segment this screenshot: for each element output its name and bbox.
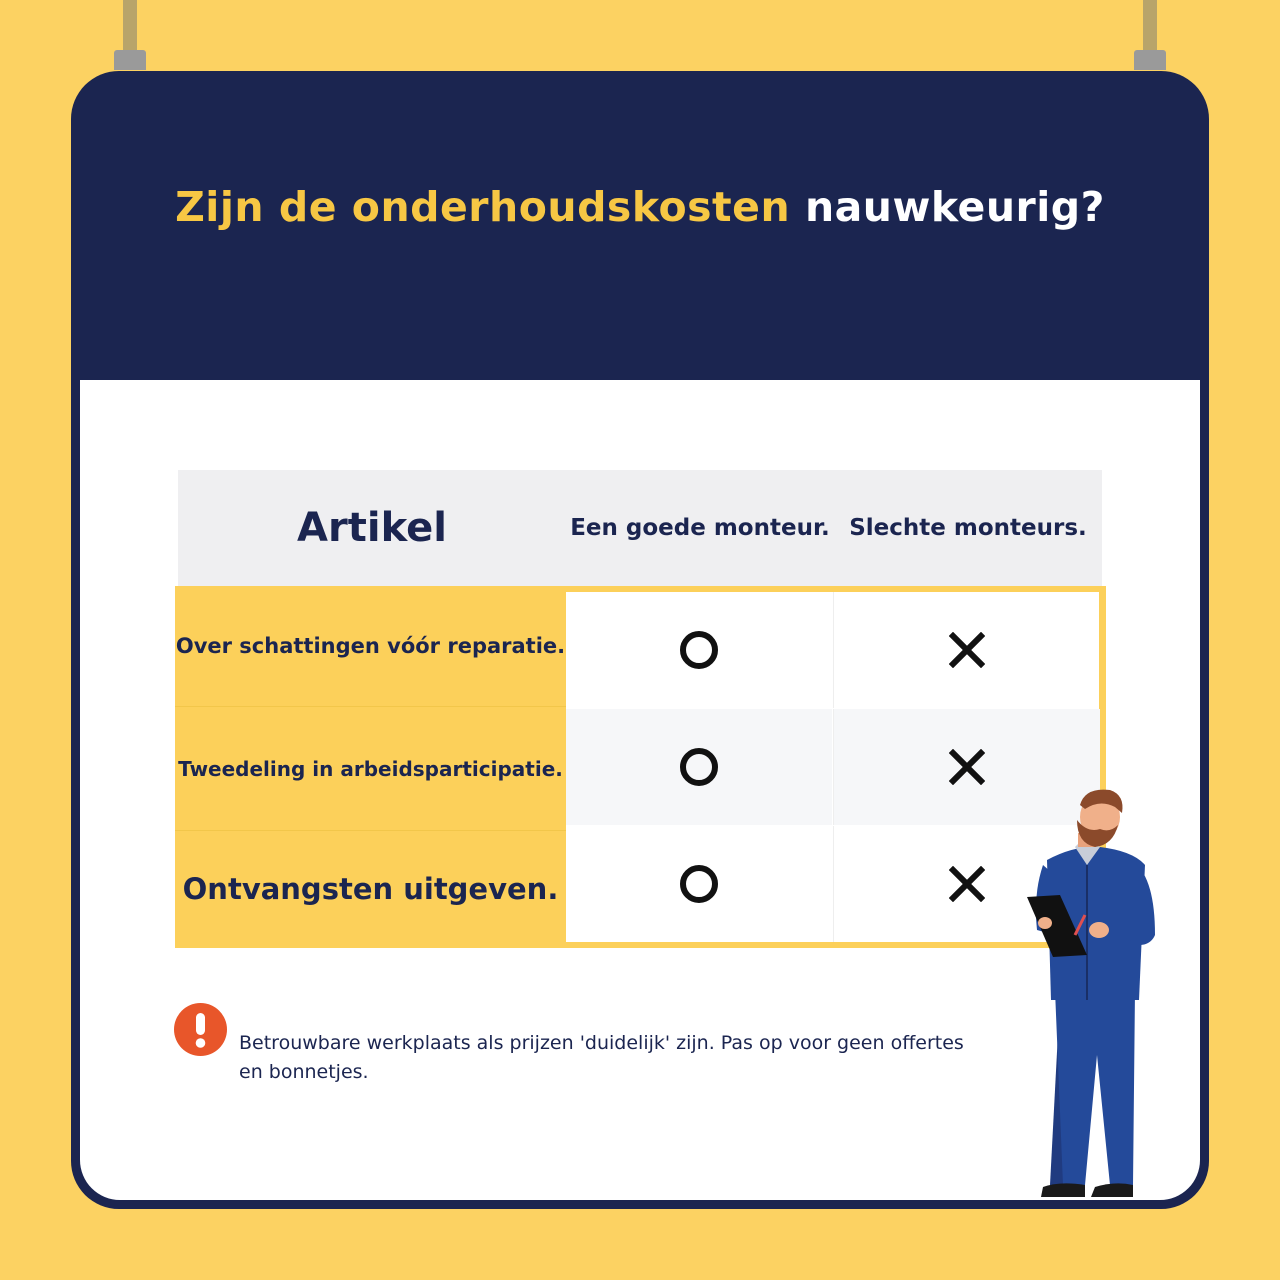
row-label: Over schattingen vóór reparatie. — [175, 634, 566, 658]
hanger-right — [1143, 0, 1157, 60]
circle-icon — [680, 865, 718, 903]
table-header — [178, 470, 1102, 586]
cross-icon — [949, 866, 985, 902]
header-article: Artikel — [297, 505, 447, 551]
row-label: Tweedeling in arbeidsparticipatie. — [175, 706, 566, 831]
title-rest: nauwkeurig? — [804, 183, 1105, 231]
page-title — [71, 183, 1209, 231]
title-highlight: Zijn de onderhoudskosten — [175, 183, 791, 231]
mechanic-illustration — [1015, 785, 1175, 1205]
hanger-left — [123, 0, 137, 60]
header-bad-mechanic: Slechte monteurs. — [849, 515, 1087, 541]
header-good-mechanic: Een goede monteur. — [570, 515, 830, 541]
row-label: Ontvangsten uitgeven. — [182, 871, 559, 906]
table-cell — [566, 709, 832, 825]
exclamation-icon — [174, 1003, 227, 1056]
cross-icon — [949, 632, 985, 668]
notice-text: Betrouwbare werkplaats als prijzen 'duidelijk' zijn. Pas op voor geen offertes en bonnetjes. — [239, 1032, 964, 1083]
table-cell — [833, 592, 1100, 708]
circle-icon — [680, 748, 718, 786]
table-cell — [566, 826, 832, 942]
table-body — [175, 586, 1106, 948]
table-cell — [566, 592, 832, 708]
circle-icon — [680, 631, 718, 669]
cross-icon — [949, 749, 985, 785]
